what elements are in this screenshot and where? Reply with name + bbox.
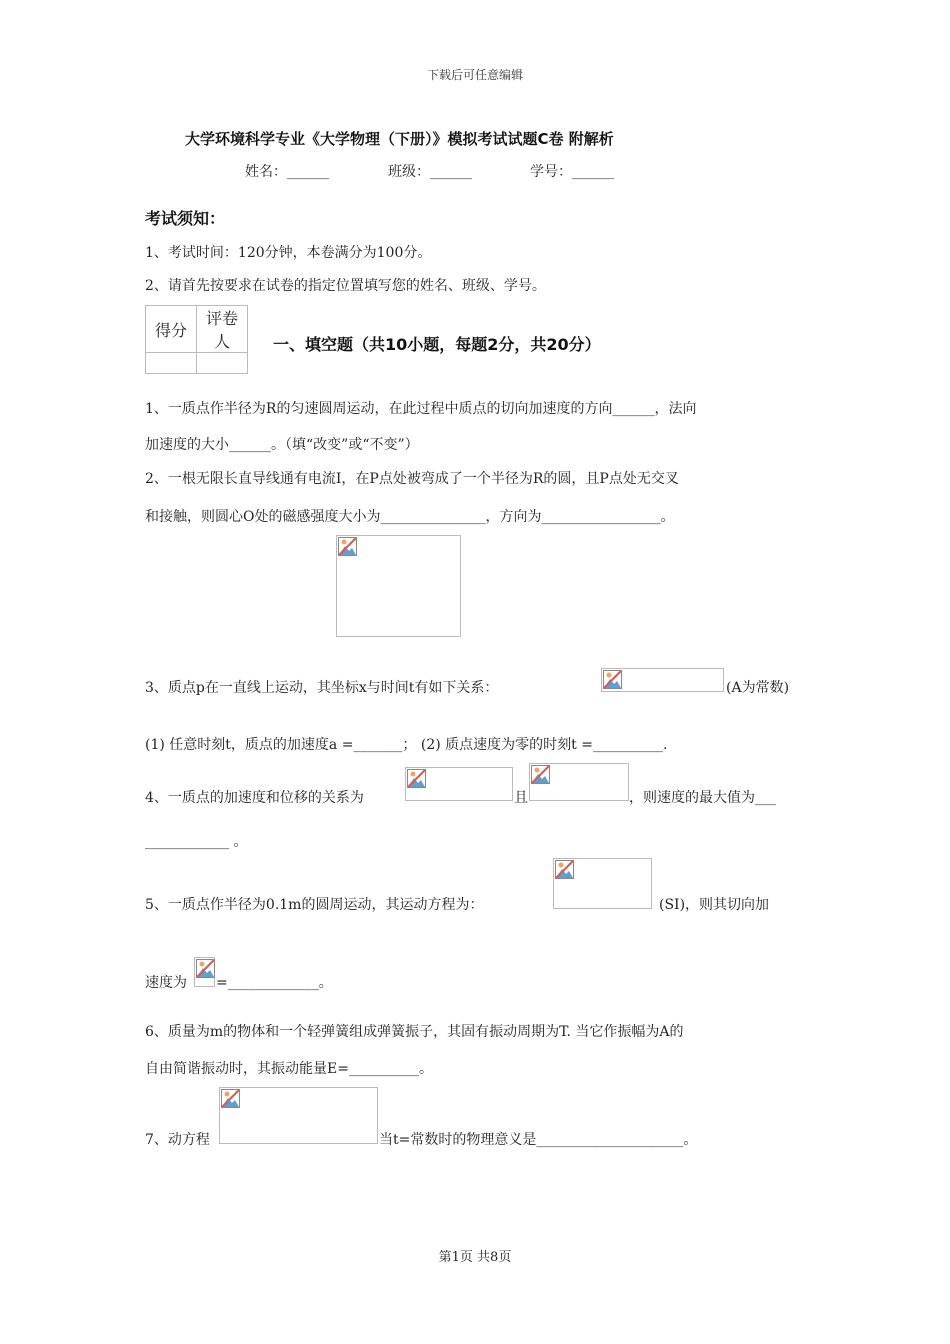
question-6-line-2: 自由简谐振动时，其振动能量E=__________。 (145, 1061, 433, 1077)
grader-header: 评卷人 (197, 306, 248, 353)
question-4-conjunction: 且 (514, 790, 528, 806)
q5-symbol-image (194, 957, 215, 987)
q4-formula-image-1 (405, 767, 513, 801)
question-4-line-1: 4、一质点的加速度和位移的关系为 (145, 790, 364, 806)
broken-image-icon (531, 765, 550, 784)
question-1-line-1: 1、一质点作半径为R的匀速圆周运动，在此过程中质点的切向加速度的方向______，法向 (145, 401, 697, 417)
question-4-tail: ，则速度的最大值为___ (629, 790, 776, 806)
notice-item: 2、请首先按要求在试卷的指定位置填写您的姓名、班级、学号。 (145, 278, 546, 294)
score-table (145, 305, 248, 374)
notice-item: 1、考试时间：120分钟，本卷满分为100分。 (145, 245, 432, 261)
question-7-tail: 当t=常数时的物理意义是_____________________。 (379, 1132, 698, 1148)
header-note: 下载后可任意编辑 (426, 68, 523, 82)
question-2-line-1: 2、一根无限长直导线通有电流I，在P点处被弯成了一个半径为R的圆，且P点处无交叉 (145, 471, 679, 487)
broken-image-icon (555, 860, 574, 879)
broken-image-icon (196, 959, 215, 978)
page-number: 第1页 共8页 (438, 1250, 512, 1265)
question-3-line-2: (1) 任意时刻t，质点的加速度a =_______； (2) 质点速度为零的时刻t =__________. (145, 737, 668, 753)
question-5-line-2: 速度为 (145, 975, 187, 991)
broken-image-icon (407, 769, 426, 788)
question-4-line-2: ____________ 。 (145, 834, 248, 850)
score-header: 得分 (146, 306, 197, 353)
broken-image-icon (221, 1089, 240, 1108)
q3-formula-image (601, 668, 724, 692)
question-7-line-1: 7、动方程 (145, 1132, 210, 1148)
question-6-line-1: 6、质量为m的物体和一个轻弹簧组成弹簧振子，其固有振动周期为T. 当它作振幅为A的 (145, 1024, 684, 1040)
question-1-line-2: 加速度的大小______。（填“改变”或“不变”） (145, 437, 419, 453)
question-3-line-1: 3、质点p在一直线上运动，其坐标x与时间t有如下关系： (145, 680, 499, 696)
q2-figure-image (336, 535, 461, 637)
q4-formula-image-2 (529, 763, 629, 801)
q5-formula-image (553, 858, 652, 909)
q7-formula-image (219, 1087, 378, 1144)
broken-image-icon (603, 670, 622, 689)
student-id-field: 学号：______ (530, 164, 614, 180)
question-3-suffix: (A为常数) (726, 680, 790, 696)
score-cell (146, 353, 197, 374)
question-5-line-1: 5、一质点作半径为0.1m的圆周运动，其运动方程为： (145, 897, 484, 913)
exam-title: 大学环境科学专业《大学物理（下册）》模拟考试试题C卷 附解析 (185, 130, 614, 148)
class-field: 班级：______ (388, 164, 472, 180)
question-5-tail: (SI)，则其切向加 (659, 897, 770, 913)
section-heading: 一、填空题（共10小题，每题2分，共20分） (273, 335, 601, 354)
question-5-line-2-tail: =_____________。 (216, 975, 333, 991)
name-field: 姓名：______ (245, 164, 329, 180)
question-2-line-2: 和接触，则圆心O处的磁感强度大小为_______________，方向为_________________。 (145, 509, 675, 525)
notice-heading: 考试须知： (145, 209, 226, 228)
broken-image-icon (338, 537, 357, 556)
grader-cell (197, 353, 248, 374)
